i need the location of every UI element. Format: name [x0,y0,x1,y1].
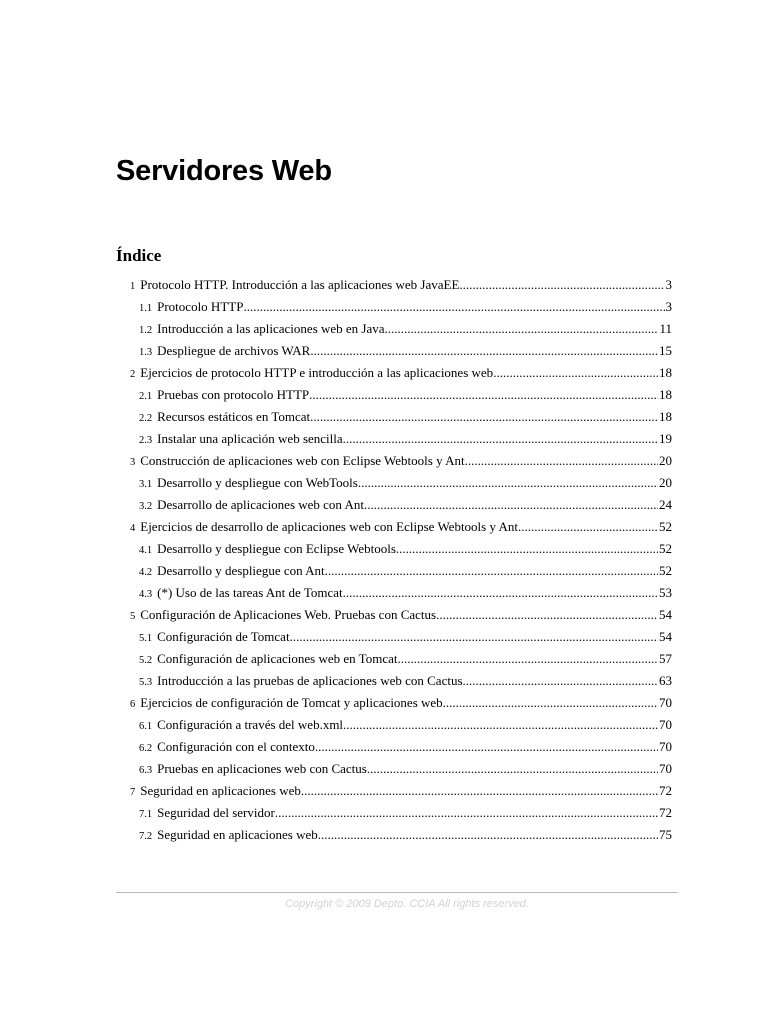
toc-entry[interactable] [116,783,672,805]
toc-entry-title: Recursos estáticos en Tomcat [157,409,311,424]
toc-entry-number: 6.1 [139,721,153,732]
toc-entry-title: Ejercicios de desarrollo de aplicaciones web con Eclipse Webtools y Ant [140,519,519,534]
toc-entry-number: 2.2 [139,413,153,424]
toc-entry-title: Configuración de Tomcat [157,629,290,644]
toc-entry-number: 4.3 [139,589,153,600]
toc-entry-title: Seguridad del servidor [157,805,275,820]
toc-entry-title: Configuración a través del web.xml [157,717,344,732]
toc-entry[interactable] [116,541,672,563]
toc-page-number: 63 [659,673,672,688]
toc-entry-title: Desarrollo y despliegue con WebTools [157,475,358,490]
toc-entry-title: Seguridad en aplicaciones web [157,827,318,842]
toc-entry-title: Desarrollo y despliegue con Eclipse Webtools [157,541,396,556]
toc-page-number: 52 [659,519,672,534]
toc-page-number: 20 [659,475,672,490]
toc-entry-number: 7.2 [139,831,153,842]
toc-entry-title: Pruebas con protocolo HTTP [157,387,310,402]
toc-entry[interactable] [116,299,672,321]
toc-entry-number: 5.2 [139,655,153,666]
toc-entry-number: 3.2 [139,501,153,512]
toc-entry-number: 5.3 [139,677,153,688]
toc-entry[interactable] [116,453,672,475]
toc-entry[interactable] [116,321,672,343]
toc-dot-leader [310,409,658,425]
toc-entry[interactable] [116,409,672,431]
toc-page-number: 3 [665,277,672,292]
toc-dot-leader [275,805,658,821]
toc-entry-title: Introducción a las pruebas de aplicaciones web con Cactus [157,673,463,688]
toc-entry-number: 1.3 [139,347,153,358]
toc-entry-title: Configuración de aplicaciones web en Tomcat [157,651,398,666]
toc-page-number: 20 [659,453,672,468]
toc-entry[interactable] [116,585,672,607]
toc-entry[interactable] [116,365,672,387]
toc-entry[interactable] [116,475,672,497]
toc-dot-leader [315,739,658,755]
toc-entry-number: 1.1 [139,303,153,314]
toc-page-number: 19 [659,431,672,446]
toc-entry-number: 2 [130,369,136,380]
toc-entry[interactable] [116,431,672,453]
toc-dot-leader [493,365,658,381]
toc-entry-title: Desarrollo y despliegue con Ant [157,563,325,578]
toc-entry-number: 5 [130,611,136,622]
toc-entry[interactable] [116,805,672,827]
toc-page-number: 70 [659,761,672,776]
toc-page-number: 18 [659,387,672,402]
toc-dot-leader [343,717,658,733]
toc-page-number: 11 [659,321,672,336]
toc-heading: Índice [116,246,162,265]
toc-dot-leader [396,541,658,557]
toc-entry[interactable] [116,761,672,783]
toc-entry-number: 3 [130,457,136,468]
toc-entry[interactable] [116,827,672,849]
toc-page-number: 18 [659,365,672,380]
toc-dot-leader [343,431,658,447]
toc-entry-number: 6 [130,699,136,710]
toc-entry-title: Desarrollo de aplicaciones web con Ant [157,497,364,512]
toc-entry-title: Pruebas en aplicaciones web con Cactus [157,761,367,776]
toc-entry-title: Introducción a las aplicaciones web en Java [157,321,385,336]
toc-page-number: 18 [659,409,672,424]
toc-page-number: 70 [659,739,672,754]
toc-dot-leader [310,343,658,359]
copyright-footer: Copyright © 2009 Depto. CCIA All rights reserved. [285,898,529,910]
toc-dot-leader [358,475,658,491]
toc-entry-number: 3.1 [139,479,153,490]
toc-page-number: 54 [659,629,672,644]
toc-page-number: 53 [659,585,672,600]
toc-page-number: 52 [659,541,672,556]
toc-page-number: 72 [659,783,672,798]
toc-entry-number: 2.1 [139,391,153,402]
toc-page-number: 52 [659,563,672,578]
toc-page-number: 15 [659,343,672,358]
toc-entry-title: Construcción de aplicaciones web con Eclipse Webtools y Ant [140,453,465,468]
toc-page-number: 57 [659,651,672,666]
footer-divider [116,892,678,893]
toc-entry[interactable] [116,607,672,629]
toc-entry[interactable] [116,695,672,717]
toc-dot-leader [243,299,664,315]
toc-page-number: 54 [659,607,672,622]
toc-dot-leader [343,585,658,601]
toc-dot-leader [290,629,658,645]
toc-entry-number: 1.2 [139,325,153,336]
toc-entry-title: (*) Uso de las tareas Ant de Tomcat [157,585,343,600]
toc-entry[interactable] [116,387,672,409]
toc-dot-leader [463,673,658,689]
toc-entry-number: 4.2 [139,567,153,578]
toc-dot-leader [325,563,658,579]
toc-entry-title: Protocolo HTTP [157,299,244,314]
toc-entry-number: 6.3 [139,765,153,776]
toc-entry-number: 1 [130,281,136,292]
table-of-contents [116,277,672,849]
toc-dot-leader [465,453,658,469]
toc-entry-title: Despliegue de archivos WAR [157,343,311,358]
toc-entry-title: Seguridad en aplicaciones web [140,783,301,798]
toc-entry-title: Ejercicios de configuración de Tomcat y aplicaciones web [140,695,443,710]
toc-dot-leader [385,321,659,337]
toc-entry-title: Ejercicios de protocolo HTTP e introducción a las aplicaciones web [140,365,494,380]
page-title: Servidores Web [116,155,332,187]
toc-dot-leader [309,387,658,403]
toc-page-number: 70 [659,717,672,732]
toc-page-number: 70 [659,695,672,710]
toc-entry-number: 5.1 [139,633,153,644]
toc-entry[interactable] [116,519,672,541]
toc-entry[interactable] [116,629,672,651]
toc-entry-number: 7 [130,787,136,798]
toc-entry-number: 6.2 [139,743,153,754]
toc-page-number: 72 [659,805,672,820]
toc-page-number: 24 [659,497,672,512]
toc-dot-leader [318,827,658,843]
toc-page-number: 3 [665,299,672,314]
toc-dot-leader [443,695,658,711]
toc-entry-title: Configuración con el contexto [157,739,315,754]
toc-entry-title: Configuración de Aplicaciones Web. Pruebas con Cactus [140,607,437,622]
toc-entry-number: 4.1 [139,545,153,556]
toc-dot-leader [367,761,658,777]
toc-entry-number: 7.1 [139,809,153,820]
toc-entry-title: Protocolo HTTP. Introducción a las aplicaciones web JavaEE [140,277,460,292]
toc-entry[interactable] [116,651,672,673]
toc-entry-number: 4 [130,523,136,534]
toc-page-number: 75 [659,827,672,842]
toc-entry[interactable] [116,497,672,519]
toc-dot-leader [364,497,658,513]
toc-entry-number: 2.3 [139,435,153,446]
toc-entry[interactable] [116,673,672,695]
toc-entry[interactable] [116,739,672,761]
toc-entry[interactable] [116,277,672,299]
toc-dot-leader [436,607,658,623]
toc-dot-leader [397,651,658,667]
toc-dot-leader [301,783,658,799]
toc-entry[interactable] [116,563,672,585]
toc-dot-leader [459,277,664,293]
toc-entry-title: Instalar una aplicación web sencilla [157,431,343,446]
toc-dot-leader [518,519,658,535]
toc-entry[interactable] [116,717,672,739]
toc-entry[interactable] [116,343,672,365]
